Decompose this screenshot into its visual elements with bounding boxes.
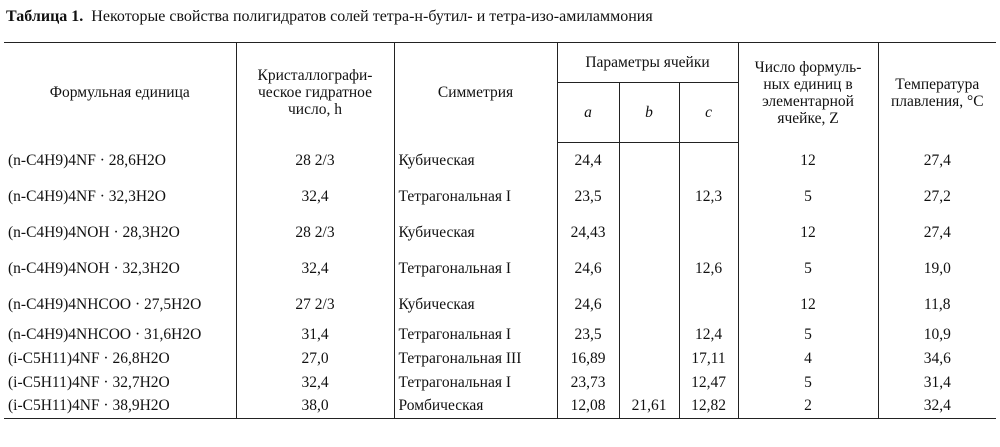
header-melting-temp: Температура плавления, °С xyxy=(878,43,996,143)
symmetry-cell: Ромбическая xyxy=(394,395,557,419)
cell-a: 24,6 xyxy=(557,251,619,287)
hydrate-number-cell: 32,4 xyxy=(236,251,394,287)
hydrate-number-cell: 38,0 xyxy=(236,395,394,419)
cell-b xyxy=(619,371,679,395)
formula-units-cell: 12 xyxy=(738,143,878,179)
formula-units-cell: 5 xyxy=(738,179,878,215)
header-symmetry: Симметрия xyxy=(394,43,557,143)
symmetry-cell: Тетрагональная I xyxy=(394,251,557,287)
hydrate-number-cell: 32,4 xyxy=(236,371,394,395)
melting-temp-cell: 27,4 xyxy=(878,143,996,179)
table-row xyxy=(4,215,996,251)
symmetry-cell: Кубическая xyxy=(394,143,557,179)
melting-temp-cell: 32,4 xyxy=(878,395,996,419)
table-row xyxy=(4,347,996,371)
properties-table xyxy=(4,42,996,419)
formula-cell: (n-C4H9)4NF · 32,3H2O xyxy=(8,187,167,205)
cell-a: 24,4 xyxy=(557,143,619,179)
melting-temp-cell: 19,0 xyxy=(878,251,996,287)
hydrate-number-cell: 28 2/3 xyxy=(236,143,394,179)
formula-cell: (n-C4H9)4NOH · 28,3H2O xyxy=(8,223,180,241)
cell-a: 23,73 xyxy=(557,371,619,395)
table-row xyxy=(4,287,996,323)
cell-c: 12,4 xyxy=(679,323,738,347)
melting-temp-cell: 31,4 xyxy=(878,371,996,395)
cell-c xyxy=(679,143,738,179)
table-row xyxy=(4,251,996,287)
cell-c: 17,11 xyxy=(679,347,738,371)
cell-b xyxy=(619,251,679,287)
cell-c: 12,6 xyxy=(679,251,738,287)
hydrate-number-cell: 27 2/3 xyxy=(236,287,394,323)
cell-b: 21,61 xyxy=(619,395,679,419)
table-caption xyxy=(6,8,653,26)
symmetry-cell: Тетрагональная III xyxy=(394,347,557,371)
formula-cell: (i-C5H11)4NF · 26,8H2O xyxy=(8,349,170,367)
formula-cell: (i-C5H11)4NF · 38,9H2O xyxy=(8,397,170,415)
formula-units-cell: 4 xyxy=(738,347,878,371)
hydrate-number-cell: 28 2/3 xyxy=(236,215,394,251)
symmetry-cell: Тетрагональная I xyxy=(394,179,557,215)
cell-c: 12,82 xyxy=(679,395,738,419)
formula-units-cell: 12 xyxy=(738,287,878,323)
formula-cell: (n-C4H9)4NHCOO · 27,5H2O xyxy=(8,295,202,313)
hydrate-number-cell: 32,4 xyxy=(236,179,394,215)
cell-c: 12,3 xyxy=(679,179,738,215)
symmetry-cell: Тетрагональная I xyxy=(394,323,557,347)
formula-units-cell: 2 xyxy=(738,395,878,419)
table-row xyxy=(4,179,996,215)
cell-b xyxy=(619,215,679,251)
cell-c xyxy=(679,287,738,323)
cell-a: 23,5 xyxy=(557,323,619,347)
formula-cell: (n-C4H9)4NOH · 32,3H2O xyxy=(8,259,180,277)
table-row xyxy=(4,371,996,395)
formula-units-cell: 12 xyxy=(738,215,878,251)
cell-a: 24,6 xyxy=(557,287,619,323)
formula-cell: (i-C5H11)4NF · 32,7H2O xyxy=(8,373,170,391)
formula-units-cell: 5 xyxy=(738,371,878,395)
hydrate-number-cell: 27,0 xyxy=(236,347,394,371)
caption-text: Некоторые свойства полигидратов солей тетра-н-бутил- и тетра-изо-амиламмония xyxy=(91,8,653,25)
formula-cell: (n-C4H9)4NF · 28,6H2O xyxy=(8,151,167,169)
cell-b xyxy=(619,179,679,215)
melting-temp-cell: 27,2 xyxy=(878,179,996,215)
melting-temp-cell: 27,4 xyxy=(878,215,996,251)
cell-b xyxy=(619,323,679,347)
melting-temp-cell: 10,9 xyxy=(878,323,996,347)
symmetry-cell: Кубическая xyxy=(394,287,557,323)
melting-temp-cell: 34,6 xyxy=(878,347,996,371)
caption-label: Таблица 1. xyxy=(6,8,84,25)
hydrate-number-cell: 31,4 xyxy=(236,323,394,347)
header-b: b xyxy=(619,83,679,143)
cell-b xyxy=(619,287,679,323)
formula-units-cell: 5 xyxy=(738,323,878,347)
cell-a: 24,43 xyxy=(557,215,619,251)
table-row xyxy=(4,143,996,179)
table-body xyxy=(4,143,996,419)
symmetry-cell: Тетрагональная I xyxy=(394,371,557,395)
header-formula-units: Число формуль-ных единиц в элементарной ячейке, Z xyxy=(738,43,878,143)
table-row xyxy=(4,323,996,347)
header-a: a xyxy=(557,83,619,143)
header-cell-params: Параметры ячейки xyxy=(557,43,738,83)
cell-c: 12,47 xyxy=(679,371,738,395)
header-hydrate-number: Кристаллографи-ческое гидратное число, h xyxy=(236,43,394,143)
melting-temp-cell: 11,8 xyxy=(878,287,996,323)
cell-b xyxy=(619,143,679,179)
header-c: c xyxy=(679,83,738,143)
cell-a: 23,5 xyxy=(557,179,619,215)
symmetry-cell: Кубическая xyxy=(394,215,557,251)
formula-cell: (n-C4H9)4NHCOO · 31,6H2O xyxy=(8,325,202,343)
table-row xyxy=(4,395,996,419)
cell-a: 16,89 xyxy=(557,347,619,371)
cell-b xyxy=(619,347,679,371)
formula-units-cell: 5 xyxy=(738,251,878,287)
cell-a: 12,08 xyxy=(557,395,619,419)
header-formula: Формульная единица xyxy=(49,84,190,102)
cell-c xyxy=(679,215,738,251)
